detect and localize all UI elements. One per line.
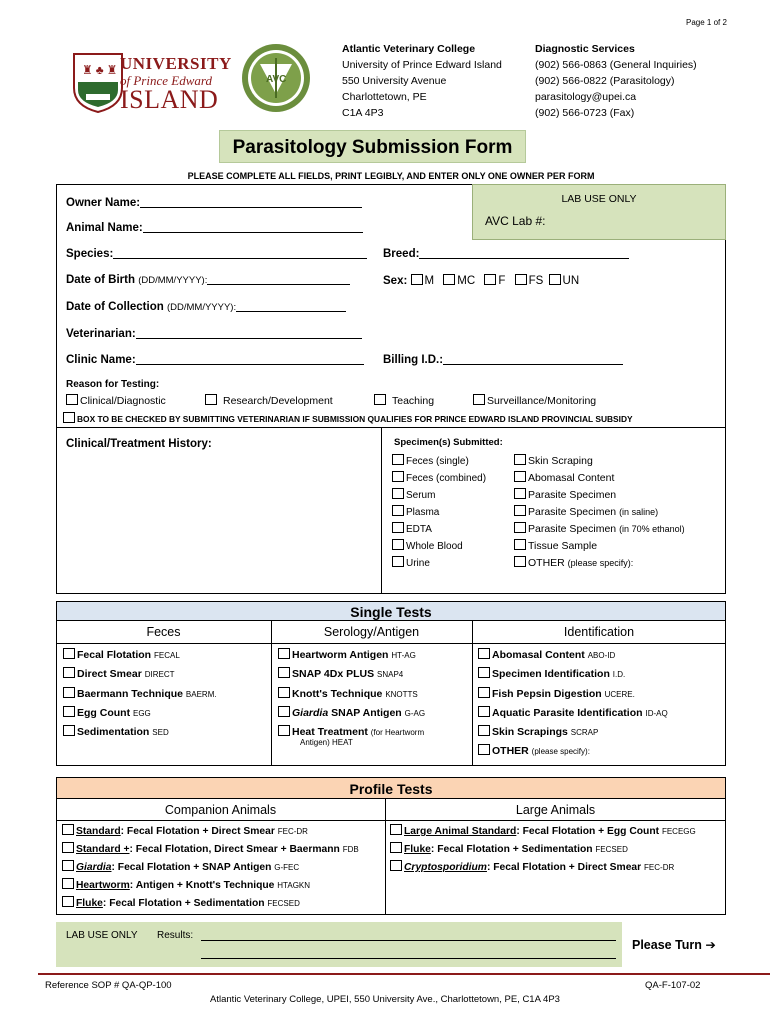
reason-option: Surveillance/Monitoring bbox=[487, 395, 597, 407]
test-option[interactable] bbox=[478, 646, 668, 665]
avc-seal-icon bbox=[240, 42, 312, 114]
billing-field[interactable] bbox=[383, 354, 623, 366]
test-option[interactable] bbox=[278, 665, 425, 684]
form-title: Parasitology Submission Form bbox=[219, 130, 526, 163]
checkbox[interactable] bbox=[62, 860, 74, 871]
specimen-label: Urine bbox=[406, 558, 430, 569]
specimen-option[interactable] bbox=[514, 453, 685, 470]
specimen-label: Feces (combined) bbox=[406, 473, 487, 484]
specimens-right-list bbox=[514, 453, 685, 572]
test-code: UCERE. bbox=[604, 689, 635, 699]
checkbox[interactable] bbox=[392, 539, 404, 550]
reason-surveillance-checkbox[interactable] bbox=[473, 394, 485, 405]
test-name: Direct Smear bbox=[77, 668, 142, 681]
specimen-option[interactable] bbox=[514, 555, 685, 572]
contact-line: (902) 566-0863 (General Inquiries) bbox=[535, 59, 697, 71]
test-code: I.D. bbox=[612, 670, 626, 680]
checkbox[interactable] bbox=[62, 842, 74, 853]
checkbox[interactable] bbox=[478, 648, 490, 659]
checkbox[interactable] bbox=[478, 687, 490, 698]
checkbox[interactable] bbox=[392, 471, 404, 482]
specimen-label: Parasite Specimen bbox=[528, 506, 617, 518]
checkbox[interactable] bbox=[478, 725, 490, 736]
test-code: ID-AQ bbox=[645, 708, 668, 718]
col-serology: Serology/Antigen bbox=[323, 625, 420, 639]
profile-code: FEC-DR bbox=[277, 827, 308, 836]
profile-code: FECSED bbox=[595, 845, 628, 854]
checkbox[interactable] bbox=[514, 488, 526, 499]
sex-option: F bbox=[498, 275, 506, 287]
checkbox[interactable] bbox=[278, 725, 290, 736]
reason-option: Research/Development bbox=[223, 395, 333, 407]
specimen-sublabel: (in 70% ethanol) bbox=[619, 524, 685, 534]
please-turn-label: Please Turn bbox=[632, 938, 702, 952]
test-code: DIRECT bbox=[144, 670, 175, 680]
owner-label: Owner Name: bbox=[66, 197, 141, 209]
test-name: Skin Scrapings bbox=[492, 726, 568, 739]
sex-field bbox=[383, 274, 579, 287]
history-divider bbox=[381, 428, 382, 594]
checkbox[interactable] bbox=[390, 842, 402, 853]
reason-option: Clinical/Diagnostic bbox=[80, 395, 166, 407]
logo-line3: ISLAND bbox=[120, 85, 219, 114]
specimen-label: Plasma bbox=[406, 507, 440, 518]
checkbox[interactable] bbox=[63, 706, 75, 717]
test-option[interactable] bbox=[478, 685, 668, 704]
checkbox[interactable] bbox=[278, 687, 290, 698]
test-name: Baermann Technique bbox=[77, 687, 183, 700]
test-name: Fish Pepsin Digestion bbox=[492, 687, 602, 700]
checkbox[interactable] bbox=[63, 667, 75, 678]
test-option[interactable] bbox=[278, 646, 425, 665]
reason-surveillance[interactable] bbox=[473, 394, 596, 407]
sex-m-checkbox[interactable] bbox=[411, 274, 423, 285]
arrow-right-icon: ➔ bbox=[705, 938, 716, 952]
profile-desc: : Antigen + Knott's Technique bbox=[129, 880, 275, 891]
lab-use-label: LAB USE ONLY bbox=[561, 193, 637, 205]
checkbox[interactable] bbox=[514, 522, 526, 533]
checkbox[interactable] bbox=[63, 687, 75, 698]
instructions: PLEASE COMPLETE ALL FIELDS, PRINT LEGIBLY, AND ENTER ONLY ONE OWNER PER FORM bbox=[187, 171, 595, 181]
test-code: SED bbox=[152, 728, 169, 738]
specimen-option[interactable] bbox=[392, 487, 486, 504]
sex-option: MC bbox=[457, 275, 476, 287]
footer-sop: Reference SOP # QA-QP-100 bbox=[45, 980, 172, 991]
svg-text:♜ ♣ ♜: ♜ ♣ ♜ bbox=[82, 63, 118, 77]
test-name: Heat Treatment bbox=[292, 726, 368, 739]
dob-format: (DD/MM/YYYY): bbox=[138, 275, 208, 286]
test-name: Heartworm Antigen bbox=[292, 649, 389, 661]
profile-option[interactable] bbox=[62, 877, 359, 895]
test-code: SCRAP bbox=[570, 728, 599, 738]
checkbox[interactable] bbox=[278, 648, 290, 659]
test-code: (please specify): bbox=[531, 747, 590, 757]
test-name: Abomasal Content bbox=[492, 649, 585, 661]
test-code: FECAL bbox=[154, 651, 180, 660]
test-option[interactable] bbox=[278, 704, 425, 723]
specimen-option[interactable] bbox=[514, 538, 685, 555]
results-line[interactable] bbox=[201, 958, 616, 959]
test-name: Egg Count bbox=[77, 706, 131, 719]
test-name: OTHER bbox=[492, 745, 529, 758]
feces-tests-list bbox=[63, 646, 217, 742]
collection-date-field[interactable] bbox=[66, 301, 346, 313]
address-line: 550 University Avenue bbox=[342, 75, 447, 87]
companion-tests-list bbox=[62, 823, 359, 913]
results-box bbox=[56, 922, 622, 967]
animal-line[interactable] bbox=[143, 222, 363, 233]
col-feces: Feces bbox=[146, 625, 181, 639]
owner-line[interactable] bbox=[140, 197, 362, 208]
sex-fs-checkbox[interactable] bbox=[515, 274, 527, 285]
test-name: Sedimentation bbox=[77, 726, 150, 739]
address-line: C1A 4P3 bbox=[342, 107, 384, 119]
avc-lab-number: AVC Lab #: bbox=[485, 214, 546, 228]
profile-name: Heartworm bbox=[76, 880, 130, 891]
contact-line: (902) 566-0723 (Fax) bbox=[535, 107, 635, 119]
profile-name: Standard bbox=[76, 826, 121, 837]
profile-name: Standard + bbox=[76, 844, 130, 855]
avc-seal bbox=[240, 42, 312, 114]
test-name: Knott's Technique bbox=[292, 687, 383, 700]
profile-option[interactable] bbox=[62, 823, 359, 841]
checkbox[interactable] bbox=[63, 725, 75, 736]
reason-teaching-checkbox[interactable] bbox=[374, 394, 386, 405]
checkbox[interactable] bbox=[392, 522, 404, 533]
collection-label: Date of Collection bbox=[66, 301, 164, 313]
checkbox[interactable] bbox=[514, 505, 526, 516]
specimen-option[interactable] bbox=[514, 487, 685, 504]
profile-option[interactable] bbox=[62, 859, 359, 877]
seal-text: AVC bbox=[266, 74, 287, 85]
test-option[interactable] bbox=[478, 665, 668, 684]
specimen-option[interactable] bbox=[392, 504, 486, 521]
test-code: HT-AG bbox=[391, 651, 416, 660]
checkbox[interactable] bbox=[514, 556, 526, 567]
serology-tests-list bbox=[278, 646, 425, 748]
test-name: SNAP 4Dx PLUS bbox=[292, 668, 375, 681]
vet-line[interactable] bbox=[136, 328, 362, 339]
specimen-option[interactable] bbox=[392, 470, 486, 487]
specimen-option[interactable] bbox=[514, 504, 685, 521]
specimen-label: Parasite Specimen bbox=[528, 489, 617, 501]
test-name: Specimen Identification bbox=[492, 668, 610, 681]
test-code: BAERM. bbox=[185, 689, 217, 699]
reason-research[interactable] bbox=[205, 394, 333, 407]
profile-desc: : Fecal Flotation + Direct Smear bbox=[120, 826, 275, 837]
specimen-option[interactable] bbox=[392, 453, 486, 470]
breed-field[interactable] bbox=[383, 248, 629, 260]
specimen-option[interactable] bbox=[392, 521, 486, 538]
specimen-label: EDTA bbox=[406, 524, 432, 535]
checkbox[interactable] bbox=[514, 539, 526, 550]
checkbox[interactable] bbox=[390, 824, 402, 835]
specimen-label: Whole Blood bbox=[406, 541, 463, 552]
test-option[interactable] bbox=[63, 665, 217, 684]
specimen-label: Abomasal Content bbox=[528, 472, 615, 484]
test-name-italic: Giardia bbox=[292, 706, 329, 719]
specimen-label: Parasite Specimen bbox=[528, 523, 617, 535]
subsidy-row[interactable] bbox=[63, 412, 633, 424]
reason-teaching[interactable] bbox=[374, 394, 434, 407]
test-code: EGG bbox=[133, 708, 151, 718]
test-option[interactable] bbox=[63, 685, 217, 704]
test-option[interactable] bbox=[63, 646, 217, 665]
dob-label: Date of Birth bbox=[66, 274, 135, 286]
profile-name: Cryptosporidium bbox=[404, 862, 487, 873]
breed-line[interactable] bbox=[419, 248, 629, 259]
sex-option: FS bbox=[528, 275, 544, 287]
sex-option: M bbox=[424, 275, 435, 287]
test-option[interactable] bbox=[278, 685, 425, 704]
checkbox[interactable] bbox=[392, 454, 404, 465]
results-line[interactable] bbox=[201, 940, 616, 941]
clinic-line[interactable] bbox=[136, 354, 364, 365]
profile-desc: : Fecal Flotation + Sedimentation bbox=[102, 898, 265, 909]
profile-tests-header: Profile Tests bbox=[56, 777, 726, 799]
test-code: SNAP4 bbox=[377, 670, 404, 680]
billing-label: Billing I.D.: bbox=[383, 354, 444, 366]
specimen-sublabel: (in saline) bbox=[619, 507, 659, 517]
test-name: SNAP Antigen bbox=[328, 706, 402, 719]
single-tests-vline bbox=[472, 621, 473, 766]
profile-code: G-FEC bbox=[274, 863, 300, 872]
specimens-label: Specimen(s) Submitted: bbox=[394, 437, 503, 448]
test-option[interactable] bbox=[478, 742, 668, 761]
footer-rule bbox=[38, 973, 770, 975]
specimen-option[interactable] bbox=[514, 470, 685, 487]
test-name: Fecal Flotation bbox=[77, 649, 152, 661]
checkbox[interactable] bbox=[478, 667, 490, 678]
profile-desc: : Fecal Flotation, Direct Smear + Baermann bbox=[129, 844, 340, 855]
profile-option[interactable] bbox=[390, 859, 696, 877]
collection-format: (DD/MM/YYYY): bbox=[166, 302, 237, 313]
results-label: Results: bbox=[157, 930, 194, 941]
college-address bbox=[342, 41, 502, 121]
address-line: University of Prince Edward Island bbox=[342, 59, 502, 71]
owner-field[interactable] bbox=[66, 197, 362, 209]
single-tests-header: Single Tests bbox=[56, 601, 726, 621]
specimen-label: Tissue Sample bbox=[528, 540, 598, 552]
test-option[interactable] bbox=[63, 704, 217, 723]
lab-use-box bbox=[472, 184, 726, 240]
col-large: Large Animals bbox=[515, 803, 596, 817]
profile-desc: : Fecal Flotation + SNAP Antigen bbox=[111, 862, 272, 873]
checkbox[interactable] bbox=[278, 667, 290, 678]
test-option[interactable] bbox=[478, 723, 668, 742]
specimen-label: OTHER bbox=[528, 557, 565, 569]
species-field[interactable] bbox=[66, 248, 367, 260]
animal-label: Animal Name: bbox=[66, 222, 143, 234]
address-line: Atlantic Veterinary College bbox=[342, 43, 476, 55]
profile-option[interactable] bbox=[390, 823, 696, 841]
specimen-label: Serum bbox=[406, 490, 436, 501]
specimen-option[interactable] bbox=[514, 521, 685, 538]
collection-line[interactable] bbox=[236, 301, 346, 312]
breed-label: Breed: bbox=[383, 248, 420, 260]
profile-code: FEC-DR bbox=[644, 863, 675, 872]
sex-label: Sex: bbox=[383, 275, 408, 287]
species-label: Species: bbox=[66, 248, 114, 260]
checkbox[interactable] bbox=[63, 648, 75, 659]
reason-research-checkbox[interactable] bbox=[205, 394, 217, 405]
vet-label: Veterinarian: bbox=[66, 328, 136, 340]
profile-name: Fluke bbox=[404, 844, 431, 855]
dob-line[interactable] bbox=[207, 274, 350, 285]
sex-un-checkbox[interactable] bbox=[549, 274, 561, 285]
results-lab-use: LAB USE ONLY bbox=[66, 930, 138, 941]
test-code: ABO-ID bbox=[587, 651, 616, 660]
reason-label: Reason for Testing: bbox=[66, 379, 160, 390]
profile-col-divider bbox=[56, 820, 726, 821]
please-turn bbox=[632, 937, 716, 952]
test-code: KNOTTS bbox=[385, 689, 418, 699]
contact-line: parasitology@upei.ca bbox=[535, 91, 637, 103]
animal-field[interactable] bbox=[66, 222, 363, 234]
specimen-label: Skin Scraping bbox=[528, 455, 593, 467]
contact-line: (902) 566-0822 (Parasitology) bbox=[535, 75, 675, 87]
specimen-label: Feces (single) bbox=[406, 456, 469, 467]
upei-logo bbox=[66, 50, 232, 114]
reason-clinical-checkbox[interactable] bbox=[66, 394, 78, 405]
clinic-label: Clinic Name: bbox=[66, 354, 136, 366]
profile-desc: : Fecal Flotation + Direct Smear bbox=[486, 862, 642, 873]
checkbox[interactable] bbox=[478, 706, 490, 717]
specimen-option[interactable] bbox=[392, 538, 486, 555]
contact-line: Diagnostic Services bbox=[535, 43, 635, 55]
billing-line[interactable] bbox=[443, 354, 623, 365]
test-code: G-AG bbox=[404, 708, 426, 718]
profile-desc: : Fecal Flotation + Sedimentation bbox=[430, 844, 593, 855]
reason-clinical[interactable] bbox=[66, 394, 166, 407]
test-code-continued: Antigen) HEAT bbox=[300, 738, 353, 748]
checkbox[interactable] bbox=[392, 488, 404, 499]
col-identification: Identification bbox=[563, 625, 635, 639]
profile-option[interactable] bbox=[62, 895, 359, 913]
checkbox[interactable] bbox=[392, 505, 404, 516]
profile-option[interactable] bbox=[62, 841, 359, 859]
profile-name: Giardia bbox=[76, 862, 112, 873]
checkbox[interactable] bbox=[514, 471, 526, 482]
logo-line1: UNIVERSITY bbox=[120, 54, 232, 73]
single-tests-vline bbox=[271, 621, 272, 766]
checkbox[interactable] bbox=[62, 878, 74, 889]
profile-code: HTAGKN bbox=[277, 881, 311, 890]
address-line: Charlottetown, PE bbox=[342, 91, 427, 103]
sex-f-checkbox[interactable] bbox=[484, 274, 496, 285]
checkbox[interactable] bbox=[392, 556, 404, 567]
checkbox[interactable] bbox=[278, 706, 290, 717]
test-name: Aquatic Parasite Identification bbox=[492, 706, 643, 719]
identification-tests-list bbox=[478, 646, 668, 762]
sex-option: UN bbox=[562, 275, 580, 287]
subsidy-checkbox[interactable] bbox=[63, 412, 75, 423]
col-companion: Companion Animals bbox=[164, 803, 277, 817]
checkbox[interactable] bbox=[62, 824, 74, 835]
profile-name: Fluke bbox=[76, 898, 103, 909]
checkbox[interactable] bbox=[478, 744, 490, 755]
specimen-option[interactable] bbox=[392, 555, 486, 572]
dob-field[interactable] bbox=[66, 274, 350, 286]
specimens-left-list bbox=[392, 453, 486, 572]
history-label: Clinical/Treatment History: bbox=[66, 438, 212, 450]
veterinarian-field[interactable] bbox=[66, 328, 362, 340]
sex-mc-checkbox[interactable] bbox=[443, 274, 455, 285]
page-number: Page 1 of 2 bbox=[686, 18, 727, 27]
large-tests-list bbox=[390, 823, 696, 877]
footer-address: Atlantic Veterinary College, UPEI, 550 University Ave., Charlottetown, PE, C1A 4P3 bbox=[210, 994, 560, 1005]
single-tests-col-divider bbox=[56, 643, 726, 644]
profile-code: FECSED bbox=[267, 899, 300, 908]
reason-option: Teaching bbox=[392, 395, 435, 407]
profile-desc: : Fecal Flotation + Egg Count bbox=[516, 826, 660, 837]
specimen-sublabel: (please specify): bbox=[567, 558, 634, 568]
checkbox[interactable] bbox=[390, 860, 402, 871]
profile-code: FECEGG bbox=[661, 827, 696, 836]
species-line[interactable] bbox=[113, 248, 367, 259]
test-option[interactable] bbox=[63, 723, 217, 742]
checkbox[interactable] bbox=[514, 454, 526, 465]
logo-line2: of Prince Edward bbox=[120, 73, 212, 88]
subsidy-label: BOX TO BE CHECKED BY SUBMITTING VETERINARIAN IF SUBMISSION QUALIFIES FOR PRINCE EDWARD ISLAND PROVINCIAL SUBSIDY bbox=[77, 414, 633, 424]
test-option[interactable] bbox=[478, 704, 668, 723]
test-code: (for Heartworm bbox=[370, 728, 425, 738]
profile-option[interactable] bbox=[390, 841, 696, 859]
clinic-field[interactable] bbox=[66, 354, 364, 366]
checkbox[interactable] bbox=[62, 896, 74, 907]
footer-code: QA-F-107-02 bbox=[645, 980, 701, 991]
profile-name: Large Animal Standard bbox=[404, 826, 517, 837]
profile-code: FDB bbox=[342, 845, 359, 854]
diagnostic-contact bbox=[535, 41, 697, 121]
